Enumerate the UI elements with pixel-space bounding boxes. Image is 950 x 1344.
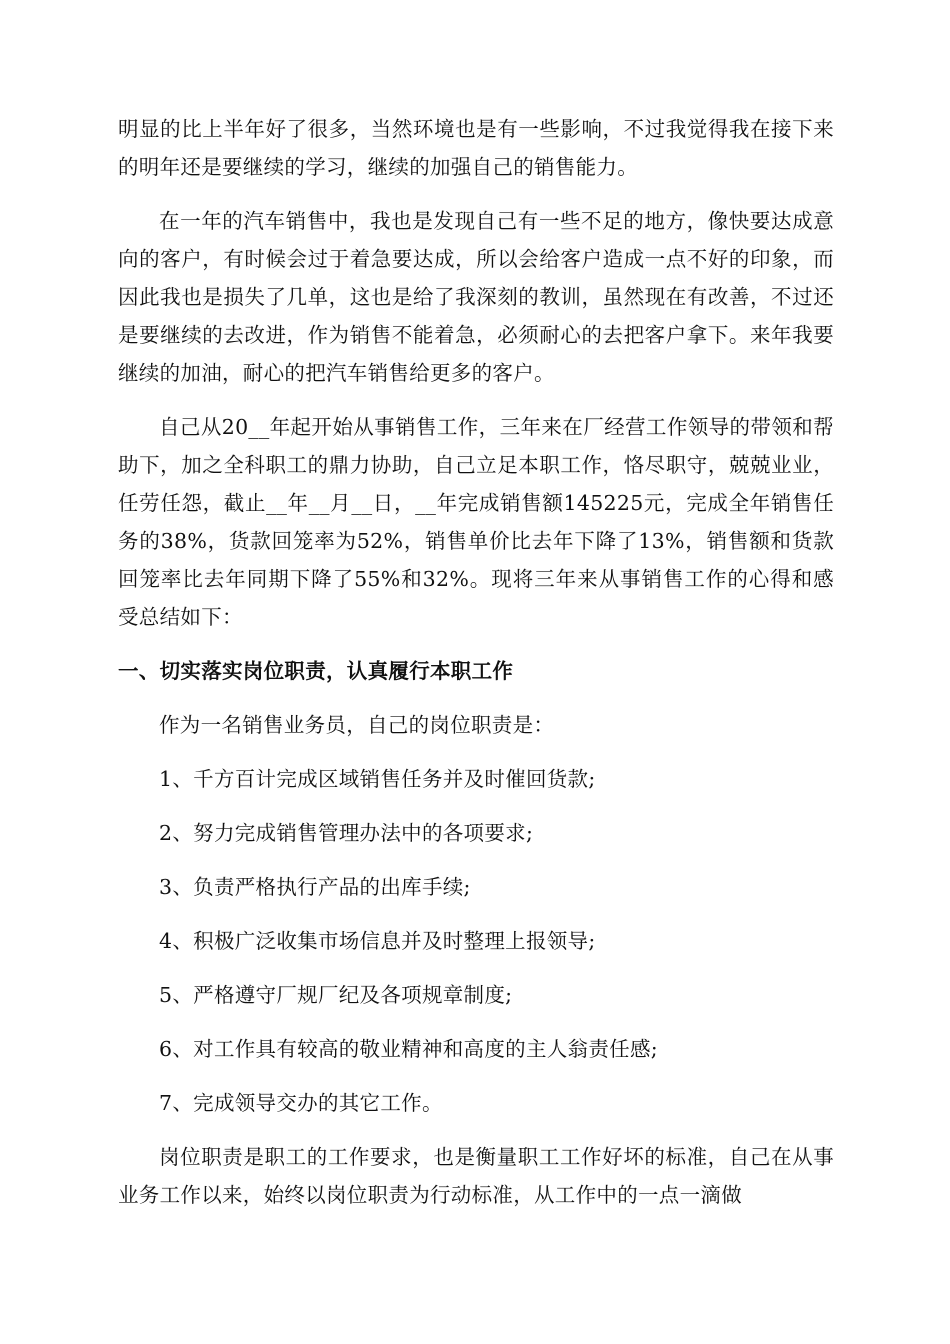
document-page: [118, 110, 834, 1230]
paragraph-closing: 岗位职责是职工的工作要求，也是衡量职工工作好坏的标准，自己在从事业务工作以来，始终以岗位职责为行动标准，从工作中的一点一滴做: [118, 1145, 834, 1207]
list-item: 5、严格遵守厂规厂纪及各项规章制度;: [159, 983, 513, 1007]
list-item: 6、对工作具有较高的敬业精神和高度的主人翁责任感;: [159, 1037, 658, 1061]
paragraph-continuation: 明显的比上半年好了很多，当然环境也是有一些影响，不过我觉得我在接下来的明年还是要继续的学习，继续的加强自己的销售能力。: [118, 117, 834, 179]
section-heading: 一、切实落实岗位职责，认真履行本职工作: [118, 659, 514, 683]
duties-intro: 作为一名销售业务员，自己的岗位职责是：: [159, 713, 555, 737]
list-item: 4、积极广泛收集市场信息并及时整理上报领导;: [159, 929, 596, 953]
paragraph-sales-summary: 自己从20__年起开始从事销售工作，三年来在厂经营工作领导的带领和帮助下，加之全科职工的鼎力协助，自己立足本职工作，恪尽职守，兢兢业业，任劳任怨，截止__年__月__日，__年完成销售额145225元，完成全年销售任务的38%，货款回笼率为52%，销售单价比去年下降了13%，销售额和货款回笼率比去年同期下降了55%和32%。现将三年来从事销售工作的心得和感受总结如下：: [118, 415, 834, 629]
paragraph-car-sales-reflection: 在一年的汽车销售中，我也是发现自己有一些不足的地方，像快要达成意向的客户，有时候会过于着急要达成，所以会给客户造成一点不好的印象，而因此我也是损失了几单，这也是给了我深刻的教训，虽然现在有改善，不过还是要继续的去改进，作为销售不能着急，必须耐心的去把客户拿下。来年我要继续的加油，耐心的把汽车销售给更多的客户。: [118, 209, 834, 385]
list-item: 2、努力完成销售管理办法中的各项要求;: [159, 821, 534, 845]
list-item: 1、千方百计完成区域销售任务并及时催回货款;: [159, 767, 596, 791]
list-item: 7、完成领导交办的其它工作。: [159, 1091, 443, 1115]
list-item: 3、负责严格执行产品的出库手续;: [159, 875, 471, 899]
